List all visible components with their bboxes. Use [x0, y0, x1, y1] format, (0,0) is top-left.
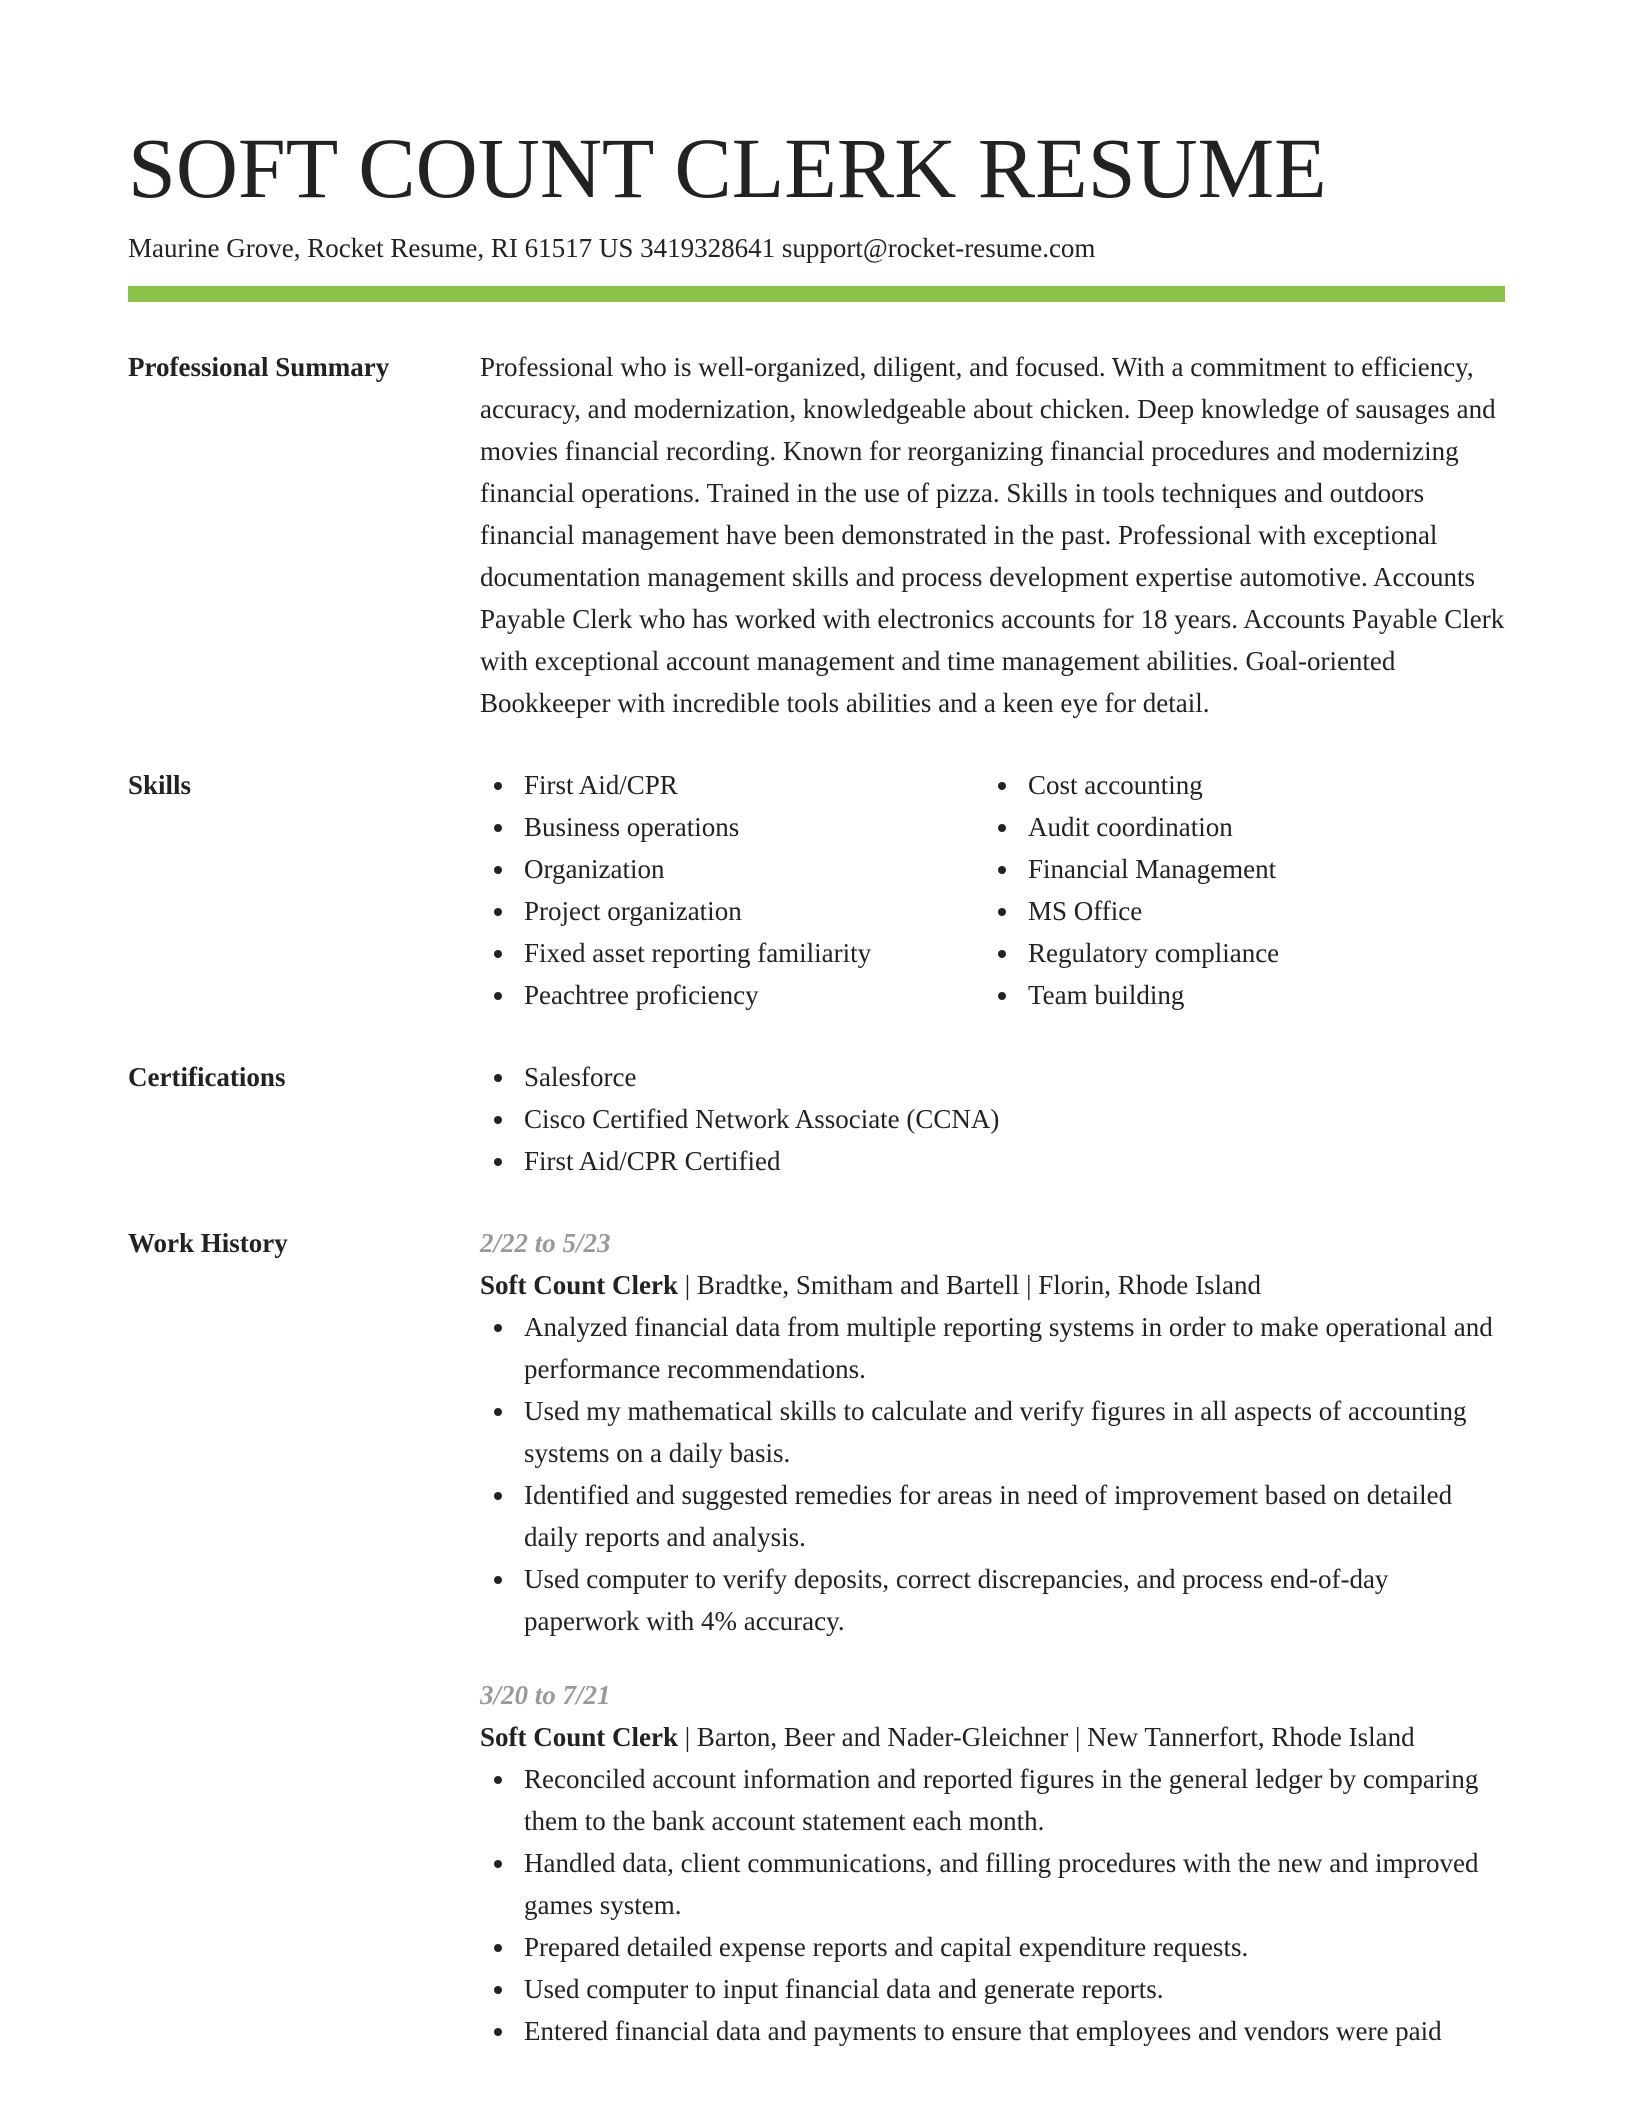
section-body: [480, 1222, 1505, 2052]
skills-list-right: [984, 764, 1488, 1016]
section-label: Certifications: [128, 1062, 286, 1092]
job-title: Soft Count Clerk: [480, 1270, 679, 1300]
job-title: Soft Count Clerk: [480, 1722, 679, 1752]
job-bullet: Handled data, client communications, and filling procedures with the new and improved games system.: [524, 1842, 1505, 1926]
skill-item: Fixed asset reporting familiarity: [524, 932, 984, 974]
skill-item: MS Office: [1028, 890, 1488, 932]
section-body: [480, 1056, 1505, 1182]
certification-item: Cisco Certified Network Associate (CCNA): [524, 1098, 1505, 1140]
skill-item: Cost accounting: [1028, 764, 1488, 806]
skill-item: Financial Management: [1028, 848, 1488, 890]
job-dates: 3/20 to 7/21: [480, 1680, 611, 1710]
job-bullet: Entered financial data and payments to ensure that employees and vendors were paid: [524, 2010, 1505, 2052]
job-details: | Bradtke, Smitham and Bartell | Florin, Rhode Island: [678, 1270, 1261, 1300]
job-bullet: Prepared detailed expense reports and capital expenditure requests.: [524, 1926, 1505, 1968]
accent-divider: [128, 286, 1505, 302]
skills-list-left: [480, 764, 984, 1016]
skills-section: [128, 770, 1505, 1016]
certifications-section: [128, 1062, 1505, 1182]
skills-column-left: [480, 764, 984, 1016]
resume-page: [128, 0, 1505, 2052]
skill-item: Business operations: [524, 806, 984, 848]
job-entry: [480, 1674, 1505, 2052]
skill-item: First Aid/CPR: [524, 764, 984, 806]
job-bullets: [480, 1758, 1505, 2052]
job-heading: [480, 1264, 1505, 1306]
job-bullet: Used computer to verify deposits, correct discrepancies, and process end-of-day paperwork with 4% accuracy.: [524, 1558, 1505, 1642]
contact-line: Maurine Grove, Rocket Resume, RI 61517 US 3419328641 support@rocket-resume.com: [128, 233, 1096, 263]
skill-item: Regulatory compliance: [1028, 932, 1488, 974]
skill-item: Project organization: [524, 890, 984, 932]
section-body: [480, 346, 1505, 724]
job-heading: [480, 1716, 1505, 1758]
certifications-list: [480, 1056, 1505, 1182]
section-label: Work History: [128, 1228, 288, 1258]
job-bullet: Analyzed financial data from multiple reporting systems in order to make operational and performance recommendations.: [524, 1306, 1505, 1390]
section-label: Professional Summary: [128, 352, 390, 382]
professional-summary-section: [128, 352, 1505, 724]
work-history-section: [128, 1228, 1505, 2052]
job-bullet: Identified and suggested remedies for areas in need of improvement based on detailed daily reports and analysis.: [524, 1474, 1505, 1558]
certification-item: First Aid/CPR Certified: [524, 1140, 1505, 1182]
section-label: Skills: [128, 770, 192, 800]
skill-item: Team building: [1028, 974, 1488, 1016]
certification-item: Salesforce: [524, 1056, 1505, 1098]
job-details: | Barton, Beer and Nader-Gleichner | New Tannerfort, Rhode Island: [678, 1722, 1415, 1752]
skill-item: Audit coordination: [1028, 806, 1488, 848]
skill-item: Organization: [524, 848, 984, 890]
summary-text: Professional who is well-organized, diligent, and focused. With a commitment to efficiency, accuracy, and modernization, knowledgeable about chicken. Deep knowledge of sausages and movies financial recording. Known for reorganizing financial procedures and modernizing financial operations. Trained in the use of pizza. Skills in tools techniques and outdoors financial management have been demonstrated in the past. Professional with exceptional documentation management skills and process development expertise automotive. Accounts Payable Clerk who has worked with electronics accounts for 18 years. Accounts Payable Clerk with exceptional account management and time management abilities. Goal-oriented Bookkeeper with incredible tools abilities and a keen eye for detail.: [480, 352, 1505, 718]
skills-column-right: [984, 764, 1488, 1016]
job-entry: [480, 1222, 1505, 1642]
job-bullet: Reconciled account information and reported figures in the general ledger by comparing them to the bank account statement each month.: [524, 1758, 1505, 1842]
job-dates: 2/22 to 5/23: [480, 1228, 611, 1258]
job-bullet: Used my mathematical skills to calculate and verify figures in all aspects of accounting systems on a daily basis.: [524, 1390, 1505, 1474]
resume-title: SOFT COUNT CLERK RESUME: [128, 120, 1327, 216]
skills-grid: [480, 764, 1505, 1016]
job-bullet: Used computer to input financial data and generate reports.: [524, 1968, 1505, 2010]
job-bullets: [480, 1306, 1505, 1642]
skill-item: Peachtree proficiency: [524, 974, 984, 1016]
